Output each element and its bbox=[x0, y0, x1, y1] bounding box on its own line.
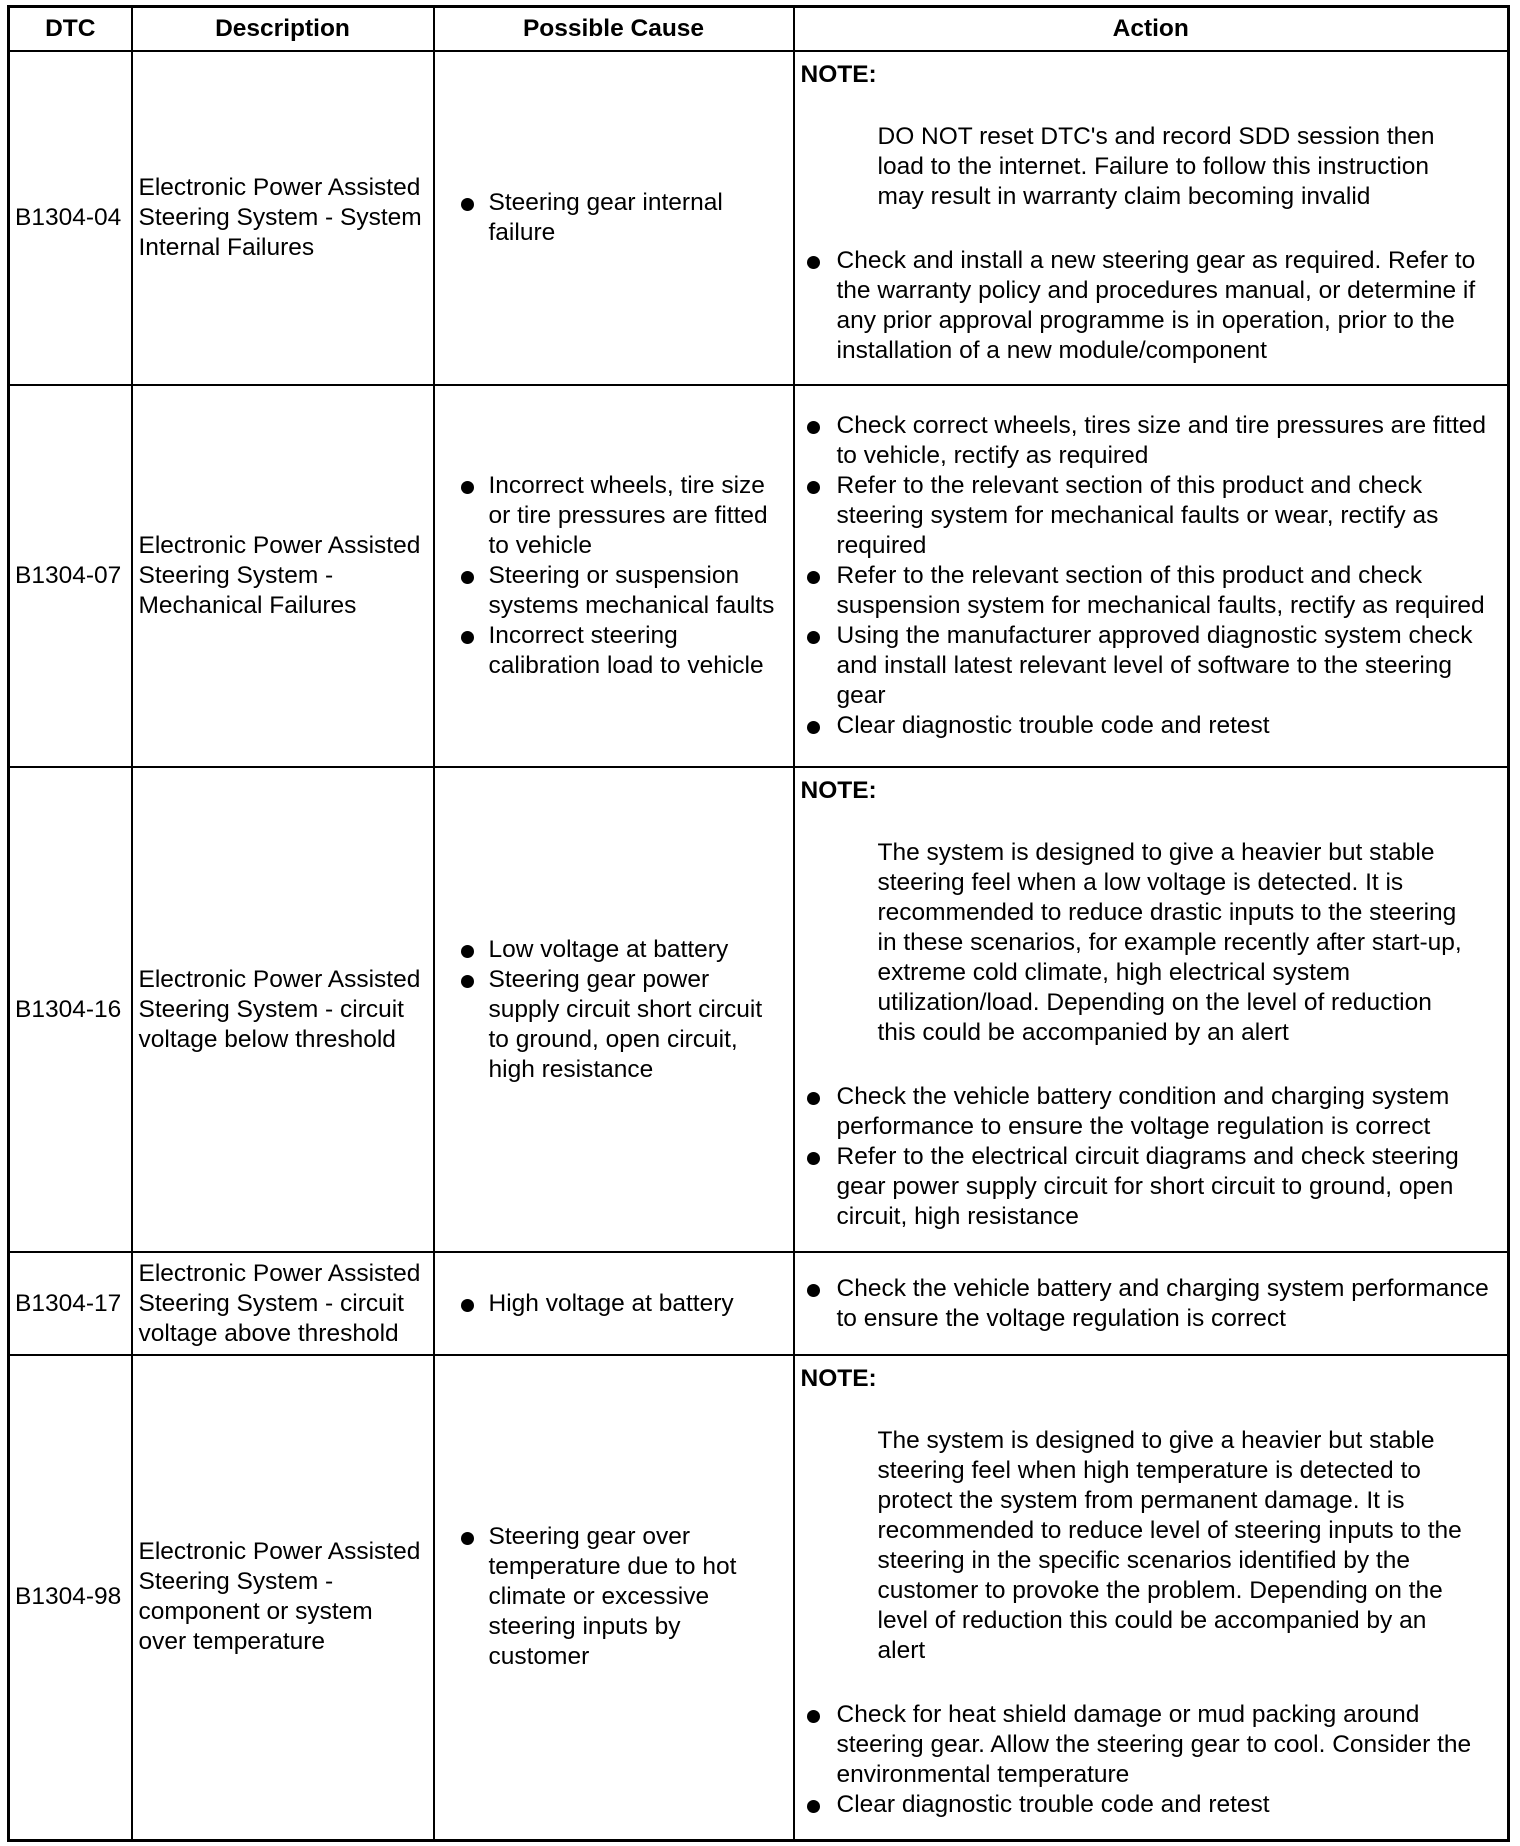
cause-item: Steering gear over temperature due to hot climate or excessive steering inputs by customer bbox=[441, 1522, 787, 1672]
table-row bbox=[9, 1355, 1509, 1840]
table-row bbox=[9, 1252, 1509, 1355]
dtc-table bbox=[7, 5, 1510, 1842]
cause-item: Incorrect steering calibration load to vehicle bbox=[441, 621, 787, 681]
table-row bbox=[9, 767, 1509, 1252]
cause-item: Steering gear power supply circuit short circuit to ground, open circuit, high resistance bbox=[441, 965, 787, 1085]
action-cell bbox=[794, 1252, 1509, 1355]
cause-item: Steering gear internal failure bbox=[441, 188, 787, 248]
action-item: Check correct wheels, tires size and tire pressures are fitted to vehicle, rectify as required bbox=[801, 411, 1504, 471]
action-item: Check and install a new steering gear as required. Refer to the warranty policy and procedures manual, or determine if any prior approval programme is in operation, prior to the installation of a new module/component bbox=[801, 246, 1504, 366]
dtc-code: B1304-16 bbox=[9, 767, 132, 1252]
action-cell bbox=[794, 51, 1509, 385]
header-action: Action bbox=[794, 7, 1509, 52]
action-item: Refer to the electrical circuit diagrams and check steering gear power supply circuit for short circuit to ground, open circuit, high resistance bbox=[801, 1142, 1504, 1232]
cause-item: Incorrect wheels, tire size or tire pressures are fitted to vehicle bbox=[441, 471, 787, 561]
note-text: DO NOT reset DTC's and record SDD session then load to the internet. Failure to follow this instruction may result in warranty claim becoming invalid bbox=[877, 123, 1435, 210]
dtc-code: B1304-17 bbox=[9, 1252, 132, 1355]
action-cell bbox=[794, 767, 1509, 1252]
header-possible-cause: Possible Cause bbox=[434, 7, 794, 52]
dtc-description: Electronic Power Assisted Steering System - Mechanical Failures bbox=[132, 385, 434, 767]
action-item: Clear diagnostic trouble code and retest bbox=[801, 1790, 1504, 1820]
action-item: Using the manufacturer approved diagnostic system check and install latest relevant level of software to the steering gear bbox=[801, 621, 1504, 711]
dtc-code: B1304-04 bbox=[9, 51, 132, 385]
action-item: Check the vehicle battery and charging system performance to ensure the voltage regulation is correct bbox=[801, 1274, 1504, 1334]
dtc-code: B1304-07 bbox=[9, 385, 132, 767]
action-item: Refer to the relevant section of this product and check suspension system for mechanical faults, rectify as required bbox=[801, 561, 1504, 621]
possible-cause-cell bbox=[434, 1355, 794, 1840]
action-cell bbox=[794, 385, 1509, 767]
dtc-table-container bbox=[7, 5, 1510, 1842]
header-row bbox=[9, 7, 1509, 52]
dtc-description: Electronic Power Assisted Steering System - component or system over temperature bbox=[132, 1355, 434, 1840]
action-item: Clear diagnostic trouble code and retest bbox=[801, 711, 1504, 741]
action-cell bbox=[794, 1355, 1509, 1840]
cause-item: High voltage at battery bbox=[441, 1289, 787, 1319]
cause-item: Steering or suspension systems mechanical faults bbox=[441, 561, 787, 621]
action-item: Check the vehicle battery condition and charging system performance to ensure the voltage regulation is correct bbox=[801, 1082, 1504, 1142]
header-description: Description bbox=[132, 7, 434, 52]
dtc-code: B1304-98 bbox=[9, 1355, 132, 1840]
header-dtc: DTC bbox=[9, 7, 132, 52]
cause-item: Low voltage at battery bbox=[441, 935, 787, 965]
possible-cause-cell bbox=[434, 51, 794, 385]
dtc-description: Electronic Power Assisted Steering System - System Internal Failures bbox=[132, 51, 434, 385]
table-row bbox=[9, 51, 1509, 385]
action-item: Refer to the relevant section of this product and check steering system for mechanical faults or wear, rectify as required bbox=[801, 471, 1504, 561]
dtc-description: Electronic Power Assisted Steering System - circuit voltage below threshold bbox=[132, 767, 434, 1252]
dtc-description: Electronic Power Assisted Steering System - circuit voltage above threshold bbox=[132, 1252, 434, 1355]
table-row bbox=[9, 385, 1509, 767]
note-label: NOTE: bbox=[800, 61, 877, 88]
possible-cause-cell bbox=[434, 1252, 794, 1355]
action-item: Check for heat shield damage or mud packing around steering gear. Allow the steering gear to cool. Consider the environmental temperature bbox=[801, 1700, 1504, 1790]
note-text: The system is designed to give a heavier but stable steering feel when a low voltage is detected. It is recommended to reduce drastic inputs to the steering in these scenarios, for example recently after start-up, extreme cold climate, high electrical system utilization/load. Depending on the level of reduction this could be accompanied by an alert bbox=[877, 839, 1462, 1046]
note-label: NOTE: bbox=[800, 777, 877, 804]
possible-cause-cell bbox=[434, 767, 794, 1252]
note-label: NOTE: bbox=[800, 1365, 877, 1392]
possible-cause-cell bbox=[434, 385, 794, 767]
note-text: The system is designed to give a heavier but stable steering feel when high temperature is detected to protect the system from permanent damage. It is recommended to reduce level of steering inputs to the steering in the specific scenarios identified by the customer to provoke the problem. Depending on the level of reduction this could be accompanied by an alert bbox=[877, 1427, 1462, 1664]
